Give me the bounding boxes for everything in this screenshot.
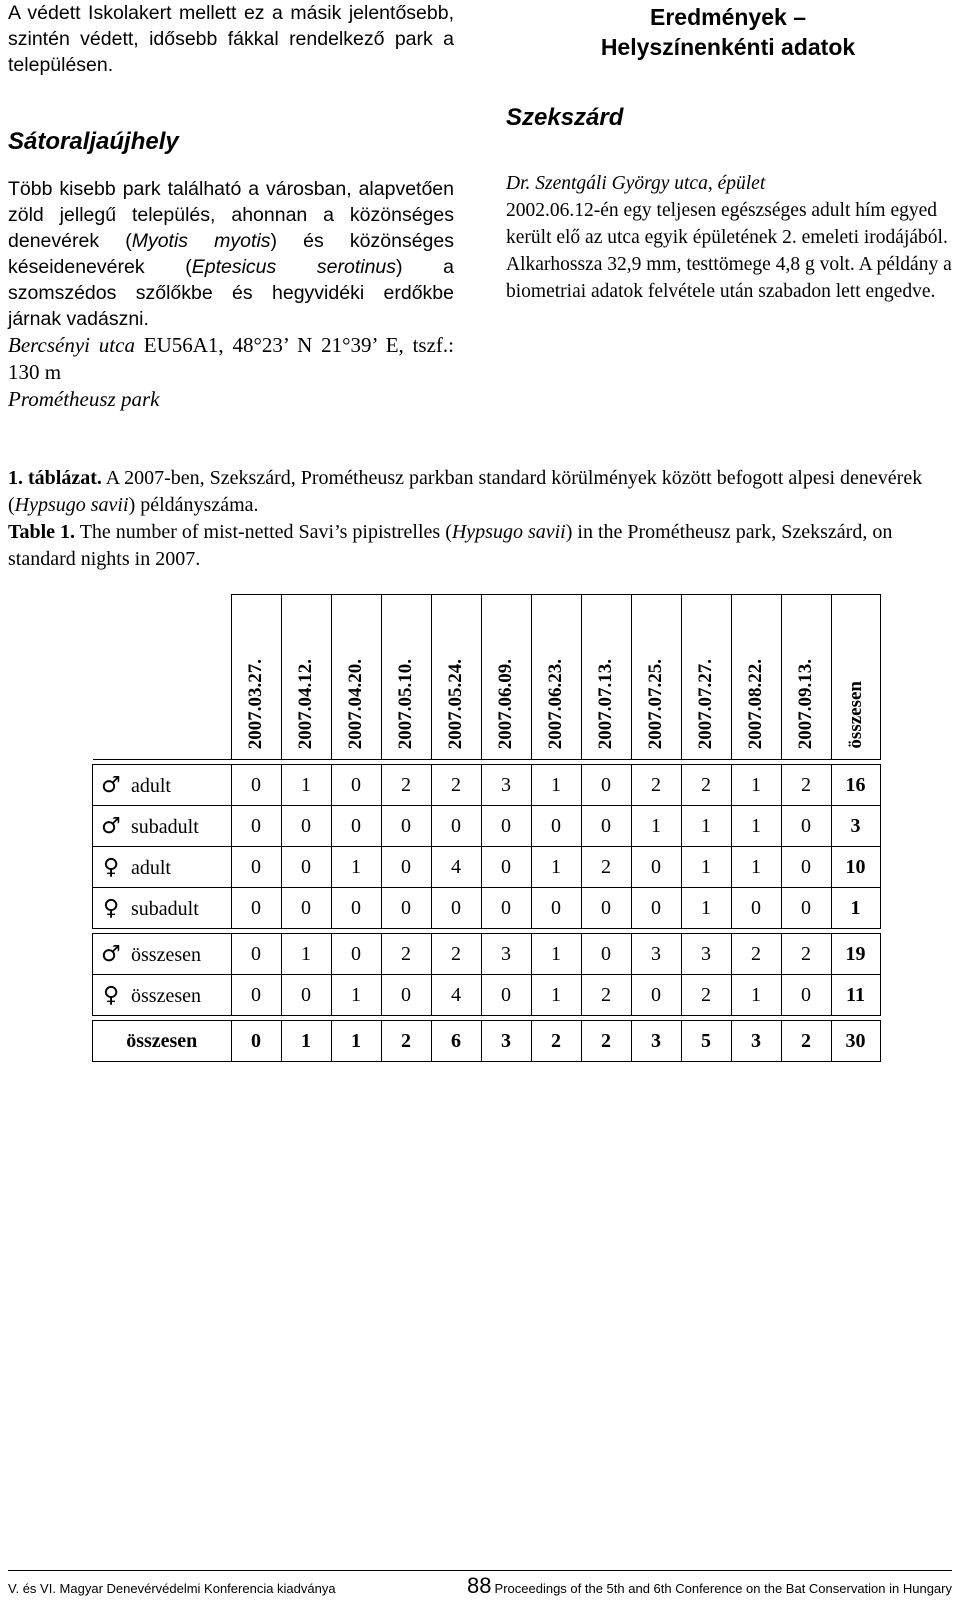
table-cell: 0 — [231, 847, 281, 888]
table-cell: 0 — [281, 847, 331, 888]
table-cell: 0 — [231, 934, 281, 975]
footer-right: Proceedings of the 5th and 6th Conference on the Bat Conservation in Hungary — [494, 1581, 952, 1596]
table-cell: 1 — [731, 806, 781, 847]
table-cell: 0 — [381, 806, 431, 847]
results-heading-line1: Eredmények – — [650, 4, 806, 30]
caption-text: The number of mist-netted Savi’s pipistrelles ( — [75, 521, 452, 543]
total-cell: 30 — [831, 1021, 880, 1062]
table-cell: 0 — [781, 888, 831, 929]
total-row-label: összesen — [93, 1021, 232, 1062]
table-cell: 1 — [681, 806, 731, 847]
row-label-text: subadult — [131, 897, 199, 920]
total-cell: 6 — [431, 1021, 481, 1062]
row-label-text: subadult — [131, 815, 199, 838]
results-heading — [578, 2, 878, 62]
table-cell: 1 — [731, 975, 781, 1016]
table-cell: 0 — [331, 765, 381, 806]
total-cell: 0 — [231, 1021, 281, 1062]
total-cell: 2 — [381, 1021, 431, 1062]
row-label — [93, 934, 232, 975]
caption-text: ) példányszáma. — [128, 494, 259, 516]
table-cell: 2 — [381, 934, 431, 975]
table-cell: 0 — [531, 888, 581, 929]
row-total-cell: 10 — [831, 847, 880, 888]
table-cell: 1 — [681, 888, 731, 929]
table-cell: 0 — [481, 975, 531, 1016]
section-heading-szekszard: Szekszárd — [506, 104, 624, 131]
table-cell: 0 — [631, 847, 681, 888]
column-header — [781, 595, 831, 760]
table-cell: 0 — [331, 888, 381, 929]
table-cell: 2 — [581, 975, 631, 1016]
column-header — [631, 595, 681, 760]
row-total-cell: 19 — [831, 934, 880, 975]
table-cell: 0 — [581, 934, 631, 975]
right-column — [506, 104, 952, 305]
table-cell: 0 — [231, 888, 281, 929]
species-name: Myotis myotis — [131, 230, 271, 252]
table-cell: 2 — [681, 765, 731, 806]
location-line — [8, 332, 454, 386]
species-name: Hypsugo savii — [451, 521, 566, 543]
column-header — [231, 595, 281, 760]
column-header-label: 2007.07.27. — [695, 658, 716, 749]
table-cell: 0 — [781, 847, 831, 888]
table-cell: 3 — [481, 765, 531, 806]
column-header — [731, 595, 781, 760]
column-header-label: 2007.09.13. — [795, 658, 816, 749]
column-header-label: 2007.05.10. — [395, 658, 416, 749]
row-label — [93, 765, 232, 806]
table-cell: 1 — [281, 765, 331, 806]
total-cell: 3 — [631, 1021, 681, 1062]
table-cell: 2 — [731, 934, 781, 975]
coordinates: EU56A1, 48°23’ N 21°39’ E, tszf.: 130 m — [8, 333, 454, 384]
table-cell: 0 — [581, 888, 631, 929]
caption-english — [8, 519, 952, 573]
table-cell: 0 — [781, 975, 831, 1016]
table-cell: 1 — [331, 975, 381, 1016]
table-cell: 1 — [531, 934, 581, 975]
table-cell: 2 — [631, 765, 681, 806]
results-heading-line2: Helyszínenkénti adatok — [600, 34, 856, 60]
street-name: Dr. Szentgáli György utca, épület — [506, 173, 766, 194]
table-cell: 0 — [431, 888, 481, 929]
column-header — [581, 595, 631, 760]
row-label-text: adult — [131, 856, 171, 879]
table-cell: 2 — [781, 934, 831, 975]
table-header-row — [93, 595, 881, 760]
table-cell: 1 — [631, 806, 681, 847]
total-cell: 1 — [281, 1021, 331, 1062]
satoraljaujhely-paragraph — [8, 176, 454, 332]
table-cell: 0 — [631, 975, 681, 1016]
table-cell: 0 — [381, 975, 431, 1016]
row-label-text: adult — [131, 774, 171, 797]
header-blank-cell — [93, 595, 232, 760]
table-cell: 0 — [281, 975, 331, 1016]
text-run: Több kisebb park található a városban, alapvetően zöld jellegű település, ahonnan a közönséges denevérek ( — [8, 178, 454, 252]
female-symbol-icon: ♀ — [102, 895, 120, 921]
street-name: Bercsényi utca — [8, 333, 135, 357]
table-cell: 3 — [681, 934, 731, 975]
table-row — [93, 975, 881, 1016]
table-cell: 0 — [581, 806, 631, 847]
szekszard-paragraph: 2002.06.12-én egy teljesen egészséges adult hím egyed került elő az utca egyik épületének 2. emeleti irodájából. Alkarhossza 32,9 mm, testtömege 4,8 g volt. A példány a biometriai adatok felvétele után szabadon lett engedve. — [506, 200, 952, 302]
table-row — [93, 888, 881, 929]
column-header-label: 2007.07.13. — [595, 658, 616, 749]
text-run: ) és közönséges késeidenevérek ( — [8, 230, 454, 278]
female-symbol-icon: ♀ — [102, 982, 120, 1008]
table-cell: 0 — [281, 888, 331, 929]
column-header-label: 2007.05.24. — [445, 658, 466, 749]
table-cell: 0 — [381, 847, 431, 888]
row-label — [93, 847, 232, 888]
table-cell: 0 — [231, 806, 281, 847]
page-number: 88 — [467, 1573, 492, 1598]
total-cell: 3 — [481, 1021, 531, 1062]
male-symbol-icon: ♂ — [101, 772, 121, 798]
table-cell: 0 — [581, 765, 631, 806]
table-cell: 0 — [331, 934, 381, 975]
species-name: Hypsugo savii — [14, 494, 129, 516]
table-cell: 4 — [431, 975, 481, 1016]
column-header-label: 2007.04.20. — [345, 658, 366, 749]
table-cell: 1 — [331, 847, 381, 888]
row-label-text: összesen — [131, 984, 201, 1007]
table-cell: 2 — [781, 765, 831, 806]
column-header-label: 2007.03.27. — [245, 658, 266, 749]
caption-text: A 2007-ben, Szekszárd, Prométheusz parkban standard körülmények között befogott alpesi denevérek ( — [8, 467, 923, 516]
female-symbol-icon: ♀ — [102, 854, 120, 880]
column-header-label: összesen — [844, 681, 866, 749]
row-total-cell: 3 — [831, 806, 880, 847]
table-cell: 1 — [681, 847, 731, 888]
caption-label: Table 1. — [8, 521, 76, 543]
table-cell: 3 — [631, 934, 681, 975]
caption-label: 1. táblázat. — [8, 467, 102, 489]
column-header-label: 2007.06.23. — [545, 658, 566, 749]
table-cell: 0 — [381, 888, 431, 929]
row-label-text: összesen — [131, 943, 201, 966]
table-cell: 0 — [431, 806, 481, 847]
table-cell: 0 — [281, 806, 331, 847]
table-row — [93, 806, 881, 847]
table-cell: 0 — [531, 806, 581, 847]
row-label — [93, 888, 232, 929]
intro-paragraph: A védett Iskolakert mellett ez a másik jelentősebb, szintén védett, idősebb fákkal rendelkező park a településen. — [8, 2, 454, 76]
table-row — [93, 934, 881, 975]
park-name — [8, 386, 454, 413]
table-cell: 2 — [431, 934, 481, 975]
location-line — [506, 170, 952, 197]
column-header — [331, 595, 381, 760]
table-cell: 2 — [431, 765, 481, 806]
table-cell: 4 — [431, 847, 481, 888]
column-header-label: 2007.04.12. — [295, 658, 316, 749]
data-table — [92, 594, 881, 1062]
column-header — [481, 595, 531, 760]
row-total-cell: 16 — [831, 765, 880, 806]
column-header — [431, 595, 481, 760]
species-name: Eptesicus serotinus — [191, 256, 397, 278]
column-header — [531, 595, 581, 760]
table-caption — [8, 465, 952, 573]
row-total-cell: 11 — [831, 975, 880, 1016]
table-row — [93, 765, 881, 806]
page-footer — [8, 1570, 952, 1601]
column-header — [681, 595, 731, 760]
table-cell: 0 — [481, 806, 531, 847]
table-cell: 1 — [281, 934, 331, 975]
column-header — [381, 595, 431, 760]
male-symbol-icon: ♂ — [101, 813, 121, 839]
column-header-label: 2007.06.09. — [495, 658, 516, 749]
table-cell: 0 — [731, 888, 781, 929]
table-cell: 0 — [231, 975, 281, 1016]
table-cell: 1 — [531, 847, 581, 888]
table-cell: 0 — [781, 806, 831, 847]
table-cell: 1 — [731, 765, 781, 806]
caption-hungarian — [8, 465, 952, 519]
total-cell: 1 — [331, 1021, 381, 1062]
footer-left: V. és VI. Magyar Denevérvédelmi Konferencia kiadványa — [8, 1581, 336, 1596]
table-cell: 0 — [631, 888, 681, 929]
row-label — [93, 975, 232, 1016]
table-cell: 1 — [531, 765, 581, 806]
text-run: ) a szomszédos szőlőkbe és hegyvidéki erdőkbe járnak vadászni. — [8, 256, 454, 330]
row-total-cell: 1 — [831, 888, 880, 929]
table-cell: 0 — [481, 888, 531, 929]
total-cell: 5 — [681, 1021, 731, 1062]
table-cell: 1 — [731, 847, 781, 888]
table-cell: 2 — [381, 765, 431, 806]
total-cell: 3 — [731, 1021, 781, 1062]
table-cell: 3 — [481, 934, 531, 975]
column-header-label: 2007.07.25. — [645, 658, 666, 749]
total-cell: 2 — [581, 1021, 631, 1062]
table-total-row — [93, 1021, 881, 1062]
total-cell: 2 — [531, 1021, 581, 1062]
caption-text: ) in the Prométheusz park, Szekszárd, on standard nights in 2007. — [8, 521, 893, 570]
table-cell: 0 — [231, 765, 281, 806]
table-cell: 1 — [531, 975, 581, 1016]
table-row — [93, 847, 881, 888]
column-header-label: 2007.08.22. — [745, 658, 766, 749]
section-heading-satoraljaujhely: Sátoraljaújhely — [8, 128, 179, 155]
table-cell: 0 — [481, 847, 531, 888]
left-column — [8, 0, 454, 413]
male-symbol-icon: ♂ — [101, 941, 121, 967]
column-header — [831, 595, 880, 760]
park-name-text: Prométheusz park — [8, 387, 160, 411]
table-body — [93, 760, 881, 1062]
table-cell: 2 — [681, 975, 731, 1016]
column-header — [281, 595, 331, 760]
table-cell: 2 — [581, 847, 631, 888]
table-cell: 0 — [331, 806, 381, 847]
total-cell: 2 — [781, 1021, 831, 1062]
row-label — [93, 806, 232, 847]
